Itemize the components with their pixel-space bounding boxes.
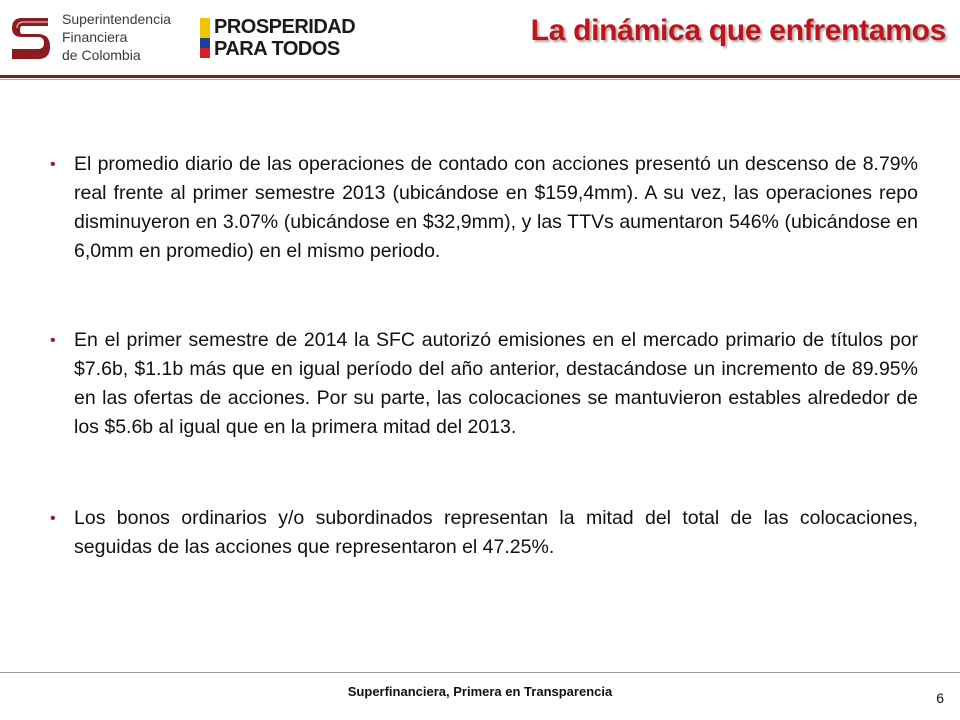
prosperidad-logo-text (214, 16, 355, 60)
footer-divider (0, 672, 960, 673)
title-divider (0, 75, 960, 78)
bullet-text: El promedio diario de las operaciones de contado con acciones presentó un descenso de 8.79% real frente al primer semestre 2013 (ubicándose en $159,4mm). A su vez, las operaciones repo disminuyeron en 3.07% (ubicándose en $32,9mm), y las TTVs aumentaron 546% (ubicándose en 6,0mm en promedio) en el mismo periodo. (74, 153, 918, 262)
footer-tagline: Superfinanciera, Primera en Transparencia (347, 684, 613, 699)
page-number: 6 (936, 690, 944, 706)
bullet-item (48, 150, 918, 266)
sfc-logo-text (62, 10, 171, 64)
bullet-list (48, 150, 918, 562)
prosperidad-logo-line-2: PARA TODOS (214, 38, 340, 60)
sfc-logo-line-3: de Colombia (62, 47, 141, 63)
colombia-flag-icon (200, 18, 210, 58)
bullet-icon: • (50, 156, 56, 173)
bullet-text: Los bonos ordinarios y/o subordinados representan la mitad del total de las colocaciones, seguidas de las acciones que representaron el 47.25%. (74, 507, 918, 558)
bullet-item (48, 326, 918, 442)
prosperidad-logo (200, 14, 356, 64)
prosperidad-logo-line-1: PROSPERIDAD (214, 16, 356, 38)
sfc-logo-mark-icon (8, 12, 52, 66)
sfc-logo (8, 10, 180, 68)
sfc-logo-line-1: Superintendencia (62, 11, 171, 27)
slide-header (0, 0, 960, 80)
title-divider-shadow (0, 79, 960, 80)
bullet-text: En el primer semestre de 2014 la SFC autorizó emisiones en el mercado primario de títulos por $7.6b, $1.1b más que en igual período del año anterior, destacándose un incremento de 89.95% en las ofertas de acciones. Por su parte, las colocaciones se mantuvieron estables alrededor de los $5.6b al igual que en la primera mitad del 2013. (74, 329, 918, 438)
bullet-icon: • (50, 332, 56, 349)
slide-title: La dinámica que enfrentamos (530, 14, 946, 47)
bullet-icon: • (50, 510, 56, 527)
bullet-item (48, 504, 918, 562)
sfc-logo-line-2: Financiera (62, 29, 128, 45)
